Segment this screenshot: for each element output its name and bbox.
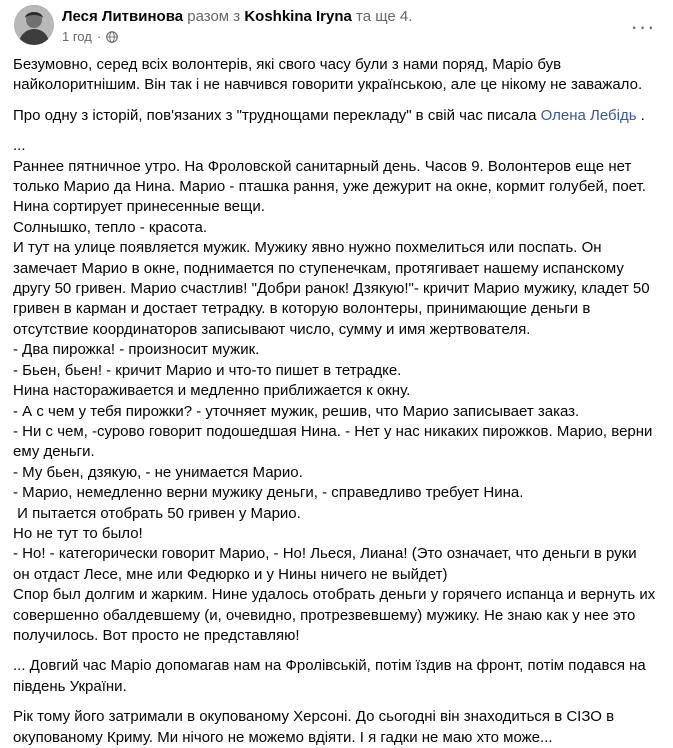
- story-line: только Марио да Нина. Марио - пташка рання, уже дежурит на окне, кормит голубей, поет.: [13, 178, 646, 196]
- header-text: [62, 7, 412, 45]
- story-line: - Ни с чем, -сурово говорит подошедшая Нина. - Нет у нас никаких пирожков. Марио, верни: [13, 422, 653, 440]
- story-line: он отдаст Лесе, мне или Федюрко и у Нины ничего не выйдет): [13, 565, 448, 583]
- globe-icon[interactable]: [106, 31, 118, 43]
- paragraph-epilogue-line: південь України.: [13, 677, 127, 695]
- more-options-button[interactable]: [625, 9, 661, 45]
- more-horizontal-icon: ···: [630, 14, 656, 39]
- story-line: Нина сортирует принесенные вещи.: [13, 198, 265, 216]
- reference-text: Про одну з історій, пов'язаних з "труднощами перекладу" в свій час писала: [13, 106, 541, 124]
- author-name[interactable]: Леся Литвинова: [62, 8, 184, 25]
- story-line: Но не тут то было!: [13, 524, 143, 542]
- story-line: - Му бьен, дзякую, - не унимается Марио.: [13, 463, 303, 481]
- story-line: Спор был долгим и жарким. Нине удалось отобрать деньги у горячего испанца и вернуть их: [13, 586, 656, 604]
- story-line: отсутствие координаторов записывают число, сумму и имя жертвователя.: [13, 320, 531, 338]
- story-line: гривен в карман и достает тетрадку. в которую волонтеры, принимающие деньги в: [13, 300, 591, 318]
- meta-separator: ·: [96, 29, 102, 44]
- story-line: ...: [13, 137, 26, 155]
- story-line: - Марио, немедленно верни мужику деньги, - справедливо требует Нина.: [13, 484, 524, 502]
- reference-end: .: [636, 106, 645, 124]
- story-line: другу 50 гривен. Марио счастлив! "Добри ранок! Дзякую!"- кричит Марио мужику, кладет 50: [13, 280, 650, 298]
- story-line: - А с чем у тебя пирожки? - уточняет мужик, решив, что Марио записывает заказ.: [13, 402, 580, 420]
- paragraph-final-line: окупованому Криму. Ми нічого не можемо вдіяти. І я гадки не маю хто може...: [13, 728, 553, 746]
- paragraph-intro-line: Безумовно, серед всіх волонтерів, які свого часу були з нами поряд, Маріо був: [13, 56, 562, 73]
- story-line: - Бьен, бьен! - кричит Марио и что-то пишет в тетрадке.: [13, 361, 402, 379]
- with-connector: разом з: [183, 8, 245, 25]
- story-line: Раннее пятничное утро. На Фроловской санитарный день. Часов 9. Волонтеров еще нет: [13, 157, 632, 175]
- story-line: И тут на улице появляется мужик. Мужику явно нужно похмелиться или поспать. Он: [13, 239, 602, 257]
- story-line: совершенно обалдевшему (и, очевидно, протрезвевшему) мужику. Не знаю как у нее это: [13, 606, 636, 624]
- post-time[interactable]: 1 год: [62, 29, 92, 44]
- mention-link[interactable]: Олена Лебідь: [540, 106, 637, 124]
- story-line: получилось. Вот просто не представляю!: [13, 626, 300, 644]
- and-others-connector[interactable]: та ще 4.: [351, 8, 413, 25]
- paragraph-epilogue-line: ... Довгий час Маріо допомагав нам на Фролівській, потім їздив на фронт, потім подався на: [13, 657, 646, 675]
- post-header: [14, 5, 661, 49]
- paragraph-final-line: Рік тому його затримали в окупованому Херсоні. До сьогодні він знаходиться в СІЗО в: [13, 708, 615, 726]
- story-line: - Два пирожка! - произносит мужик.: [13, 341, 260, 359]
- author-avatar[interactable]: [14, 5, 54, 45]
- paragraph-reference: [13, 106, 663, 126]
- header-title: [62, 7, 412, 27]
- coauthor-name[interactable]: Koshkina Iryna: [244, 8, 352, 25]
- story-line: Нина настораживается и медленно приближается к окну.: [13, 382, 411, 400]
- story-line: И пытается отобрать 50 гривен у Марио.: [13, 504, 301, 522]
- story-line: замечает Марио в окне, поднимается по ступенечкам, протягивает нашему испанскому: [13, 259, 624, 277]
- post-body: [13, 55, 663, 748]
- story-line: Солнышко, тепло - красота.: [13, 218, 208, 236]
- story-line: ему деньги.: [13, 443, 95, 461]
- story-line: - Но! - категорически говорит Марио, - Но! Льеся, Лиана! (Это означает, что деньги в руки: [13, 545, 637, 563]
- paragraph-intro-line: найколоритнішим. Він так і не навчився говорити українською, але це нікому не заважало.: [13, 76, 643, 94]
- avatar-photo-icon: [14, 5, 54, 45]
- post-meta: [62, 29, 412, 45]
